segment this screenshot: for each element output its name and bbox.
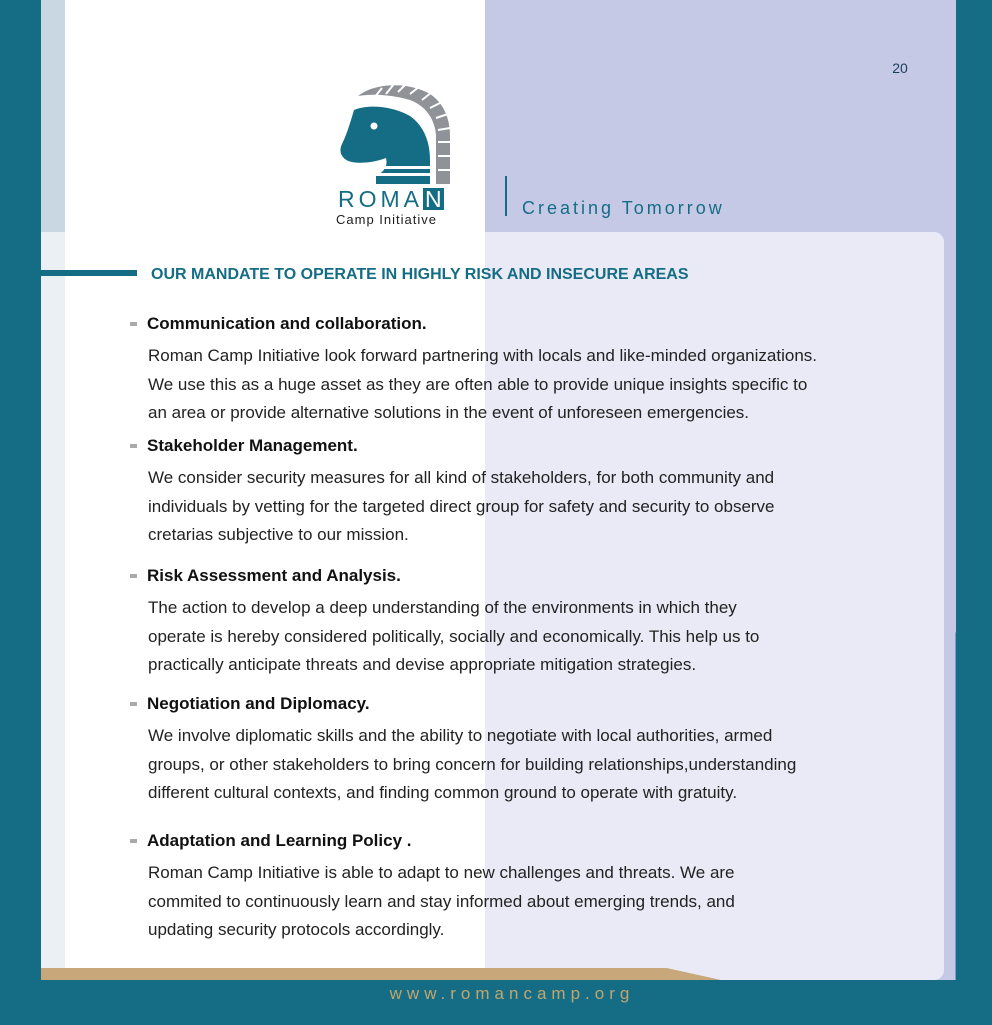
section-title: Risk Assessment and Analysis. bbox=[130, 564, 890, 588]
horse-head-icon bbox=[330, 80, 460, 190]
section-title: Negotiation and Diplomacy. bbox=[130, 692, 890, 716]
bottom-tan-band bbox=[41, 968, 721, 980]
bullet-icon bbox=[130, 839, 137, 843]
logo-wordmark: ROMAN bbox=[338, 186, 442, 212]
bullet-icon bbox=[130, 574, 137, 578]
section-body: Roman Camp Initiative look forward partnering with locals and like-minded organizations. We use this as a huge asset as they are often able to provide unique insights specific to an area or provide alternative solutions in the event of unforeseen emergencies. bbox=[148, 346, 817, 422]
tagline: Creating Tomorrow bbox=[522, 198, 725, 218]
section-risk-assessment bbox=[130, 564, 890, 680]
section-body: The action to develop a deep understanding of the environments in which they operate is hereby considered politically, socially and economically. This help us to practically anticipate threats and devise appropriate mitigation strategies. bbox=[148, 598, 760, 674]
section-title: Adaptation and Learning Policy . bbox=[130, 829, 890, 853]
section-heading: OUR MANDATE TO OPERATE IN HIGHLY RISK AND INSECURE AREAS bbox=[151, 266, 689, 283]
bullet-icon bbox=[130, 322, 137, 326]
logo bbox=[330, 80, 460, 230]
logo-wordmark-last-letter: N bbox=[425, 186, 442, 212]
footer-website-link[interactable]: www.romancamp.org bbox=[389, 984, 635, 1003]
bullet-icon bbox=[130, 444, 137, 448]
section-title: Communication and collaboration. bbox=[130, 312, 890, 336]
bullet-icon bbox=[130, 702, 137, 706]
section-title: Stakeholder Management. bbox=[130, 434, 890, 458]
section-communication bbox=[130, 312, 890, 428]
logo-subtitle: Camp Initiative bbox=[336, 212, 437, 227]
section-adaptation bbox=[130, 829, 890, 945]
section-body: We consider security measures for all kind of stakeholders, for both community and individuals by vetting for the targeted direct group for safety and security to observe cretarias subjective to our mission. bbox=[148, 468, 775, 544]
tagline-divider bbox=[505, 176, 507, 216]
section-body: We involve diplomatic skills and the ability to negotiate with local authorities, armed groups, or other stakeholders to bring concern for building relationships,understanding different cultural contexts, and finding common ground to operate with gratuity. bbox=[148, 726, 797, 802]
heading-accent-bar bbox=[41, 270, 137, 276]
section-body: Roman Camp Initiative is able to adapt to new challenges and threats. We are commited to continuously learn and stay informed about emerging trends, and updating security protocols accordingly. bbox=[148, 863, 735, 939]
section-stakeholder bbox=[130, 434, 890, 550]
section-negotiation bbox=[130, 692, 890, 808]
page-number: 20 bbox=[892, 60, 908, 76]
